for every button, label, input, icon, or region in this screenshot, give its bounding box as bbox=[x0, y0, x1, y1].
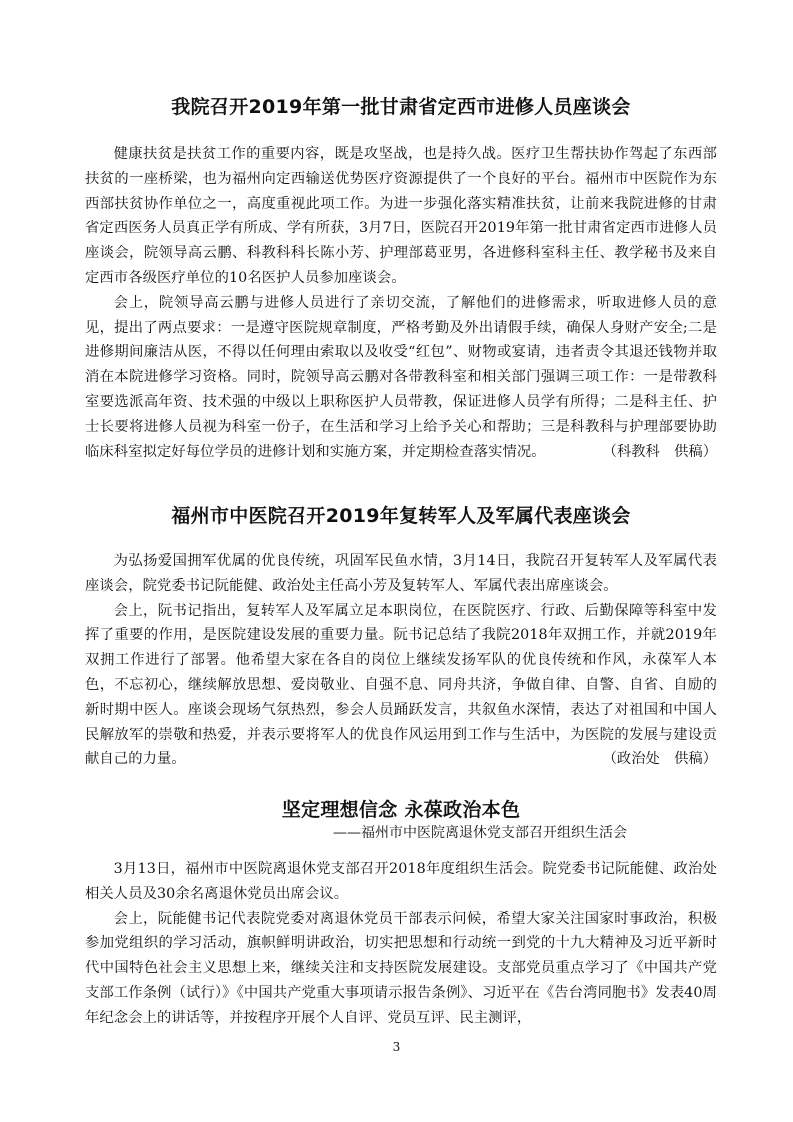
article-3 bbox=[85, 797, 717, 1031]
article-2-paragraph-1: 为弘扬爱国拥军优属的优良传统，巩固军民鱼水情，3月14日，我院召开复转军人及军属代表座谈会，院党委书记阮能健、政治处主任高小芳及复转军人、军属代表出席座谈会。 bbox=[85, 553, 717, 594]
article-3-paragraph-2: 会上，阮能健书记代表院党委对离退休党员干部表示问候，希望大家关注国家时事政治，积极参加党组织的学习活动，旗帜鲜明讲政治，切实把思想和行动统一到党的十九大精神及习近平新时代中国特色社会主义思想上来，继续关注和支持医院发展建设。支部党员重点学习了《中国共产党支部工作条例（试行）》《中国共产党重大事项请示报告条例》、习近平在《告台湾同胞书》发表40周年纪念会上的讲话等，并按程序开展个人自评、党员互评、民主测评， bbox=[85, 910, 717, 1026]
article-3-subtitle: ——福州市中医院离退休党支部召开组织生活会 bbox=[333, 825, 627, 841]
article-2-paragraph-2: 会上，阮书记指出，复转军人及军属立足本职岗位，在医院医疗、行政、后勤保障等科室中发挥了重要的作用，是医院建设发展的重要力量。阮书记总结了我院2018年双拥工作，并就2019年双拥工作进行了部署。他希望大家在各自的岗位上继续发扬军队的优良传统和作风，永葆军人本色，不忘初心，继续解放思想、爱岗敬业、自强不息、同舟共济，争做自律、自警、自省、自励的新时期中医人。座谈会现场气氛热烈，参会人员踊跃发言，共叙鱼水深情，表达了对祖国和中国人民解放军的崇敬和热爱，并表示要将军人的优良作风运用到工作与生活中，为医院的发展与建设贡献自己的力量。 bbox=[85, 602, 717, 768]
article-1-paragraph-2: 会上，院领导高云鹏与进修人员进行了亲切交流，了解他们的进修需求，听取进修人员的意见，提出了两点要求：一是遵守医院规章制度，严格考勤及外出请假手续，确保人身财产安全;二是进修期间廉洁从医，不得以任何理由索取以及收受“红包”、财物或宴请，违者责令其退还钱物并取消在本院进修学习资格。同时，院领导高云鹏对各带教科室和相关部门强调三项工作：一是带教科室要选派高年资、技术强的中级以上职称医护人员带教，保证进修人员学有所得；二是科主任、护士长要将进修人员视为科室一份子，在生活和学习上给予关心和帮助；三是科教科与护理部要协助临床科室拟定好每位学员的进修计划和实施方案，并定期检查落实情况。 bbox=[85, 294, 717, 460]
page-number: 3 bbox=[392, 1040, 401, 1054]
article-2-title: 福州市中医院召开2019年复转军人及军属代表座谈会 bbox=[171, 505, 631, 527]
article-1-source: （科教科 供稿） bbox=[602, 443, 717, 460]
article-3-paragraph-1: 3月13日，福州市中医院离退休党支部召开2018年度组织生活会。院党委书记阮能健、政治处相关人员及30余名离退休党员出席会议。 bbox=[85, 861, 717, 902]
article-1-title: 我院召开2019年第一批甘肃省定西市进修人员座谈会 bbox=[171, 96, 631, 118]
article-1 bbox=[85, 94, 717, 464]
article-3-title: 坚定理想信念 永葆政治本色 bbox=[281, 799, 521, 821]
article-1-paragraph-1: 健康扶贫是扶贫工作的重要内容，既是攻坚战，也是持久战。医疗卫生帮扶协作驾起了东西部扶贫的一座桥梁，也为福州向定西输送优势医疗资源提供了一个良好的平台。福州市中医院作为东西部扶贫协作单位之一，高度重视此项工作。为进一步强化落实精准扶贫，让前来我院进修的甘肃省定西医务人员真正学有所成、学有所获，3月7日，医院召开2019年第一批甘肃省定西市进修人员座谈会，院领导高云鹏、科教科科长陈小芳、护理部葛亚男，各进修科室科主任、教学秘书及来自定西市各级医疗单位的10名医护人员参加座谈会。 bbox=[85, 146, 717, 286]
article-2-source: （政治处 供稿） bbox=[602, 751, 717, 768]
article-2 bbox=[85, 503, 717, 772]
